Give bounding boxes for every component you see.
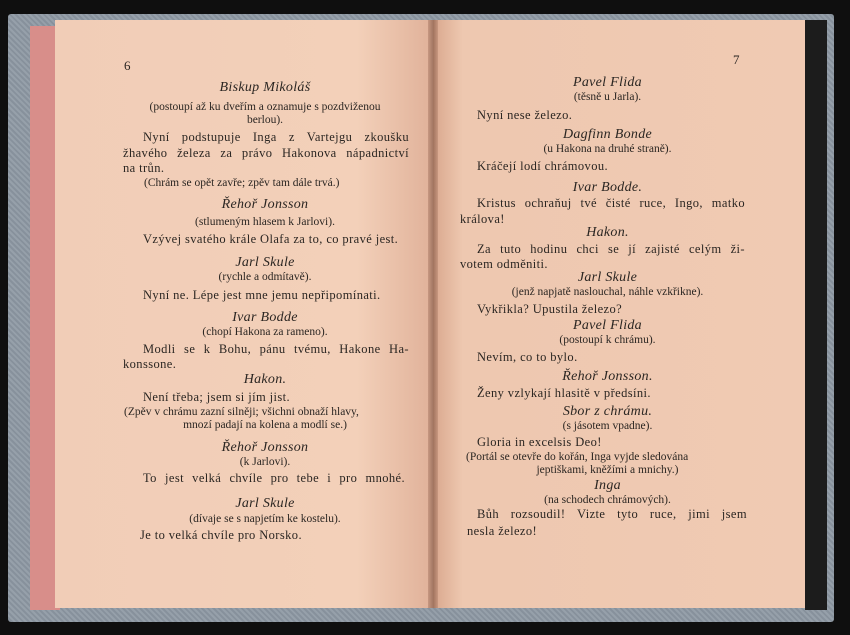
dialogue-line: nesla železo! [467,524,538,538]
speaker-name: Sbor z chrámu. [562,404,653,419]
stage-direction: (postoupí až ku dveřím a oznamuje s pozdviženou [149,101,381,113]
speaker-name: Ivar Bodde [232,310,298,325]
stage-direction: (na schodech chrámových). [544,494,671,506]
dialogue-line: Kristus ochraňuj tvé čisté ruce, Ingo, matko [477,196,745,210]
stage-direction: (postoupí k chrámu). [559,334,656,346]
speaker-name: Jarl Skule [235,255,295,270]
stage-direction: (Chrám se opět zavře; zpěv tam dále trvá.) [144,177,340,189]
speaker-name: Jarl Skule [235,496,295,511]
speaker-name: Řehoř Jonsson [221,197,309,212]
dialogue-line: Kráčejí lodí chrámovou. [477,159,609,173]
dialogue-line: žhavého železa za právo Hakonova nápadnictví [123,146,409,160]
speaker-name: Řehoř Jonsson [221,440,309,455]
speaker-name: Hakon. [243,372,287,387]
right-shadow [805,20,827,610]
stage-direction: (k Jarlovi). [239,456,291,468]
speaker-name: Biskup Mikoláš [219,80,311,95]
dialogue-line: Nyní nese železo. [477,108,573,122]
stage-direction: mnozí padají na kolena a modlí se.) [183,419,347,431]
stage-direction: jeptiškami, kněžími a mnichy.) [536,464,679,476]
dialogue-line: Nyní podstupuje Inga z Vartejgu zkoušku [143,130,409,144]
dialogue-line: Není třeba; jsem si jím jist. [143,390,291,404]
dialogue-line: Bůh rozsoudil! Vizte tyto ruce, jimi jsem [477,507,747,521]
dialogue-line: Je to velká chvíle pro Norsko. [140,528,302,542]
dialogue-line: Za tuto hodinu chci se jí zajisté celým ži- [477,242,745,256]
stage-direction: (s jásotem vpadne). [562,420,653,432]
book-gutter [428,20,438,608]
dialogue-line: Nevím, co to bylo. [477,350,578,364]
page-number-right: 7 [733,52,740,67]
dialogue-line: Vzývej svatého krále Olafa za to, co pravé jest. [143,232,399,246]
stage-direction: (u Hakona na druhé straně). [543,143,672,155]
stage-direction: (Zpěv v chrámu zazní silněji; všichni obnaží hlavy, [124,406,359,418]
dialogue-line: votem odměniti. [460,257,548,271]
speaker-name: Pavel Flida [572,318,642,333]
dialogue-line: Gloria in excelsis Deo! [477,435,602,449]
stage-direction: (Portál se otevře do kořán, Inga vyjde sledována [466,451,689,463]
page-number-left: 6 [124,58,131,73]
speaker-name: Dagfinn Bonde [562,127,653,142]
stage-direction: (těsně u Jarla). [573,91,642,103]
stage-direction: (stlumeným hlasem k Jarlovi). [195,216,335,228]
stage-direction: berlou). [246,114,284,126]
stage-direction: (chopí Hakona za rameno). [202,326,328,338]
dialogue-line: konssone. [123,357,177,371]
speaker-name: Pavel Flida [572,75,642,90]
speaker-name: Řehoř Jonsson. [562,369,653,384]
dialogue-line: Modli se k Bohu, pánu tvému, Hakone Ha- [143,342,409,356]
stage-direction: (rychle a odmítavě). [218,271,312,283]
dialogue-line: na trůn. [123,161,165,175]
dialogue-line: Nyní ne. Lépe jest mne jemu nepřipomínati. [143,288,381,302]
speaker-name: Jarl Skule [577,270,638,285]
dialogue-line: Vykřikla? Upustila železo? [477,302,623,316]
dialogue-line: Ženy vzlykají hlasitě v předsíni. [477,386,651,400]
speaker-name: Hakon. [586,225,629,240]
speaker-name: Inga [594,478,621,493]
speaker-name: Ivar Bodde. [572,180,643,195]
stage-direction: (jenž napjatě naslouchal, náhle vzkřikne). [511,286,704,298]
dialogue-line: králova! [460,212,505,226]
stage-direction: (dívaje se s napjetím ke kostelu). [189,513,341,525]
dialogue-line: To jest velká chvíle pro tebe i pro mnohé. [143,471,405,485]
